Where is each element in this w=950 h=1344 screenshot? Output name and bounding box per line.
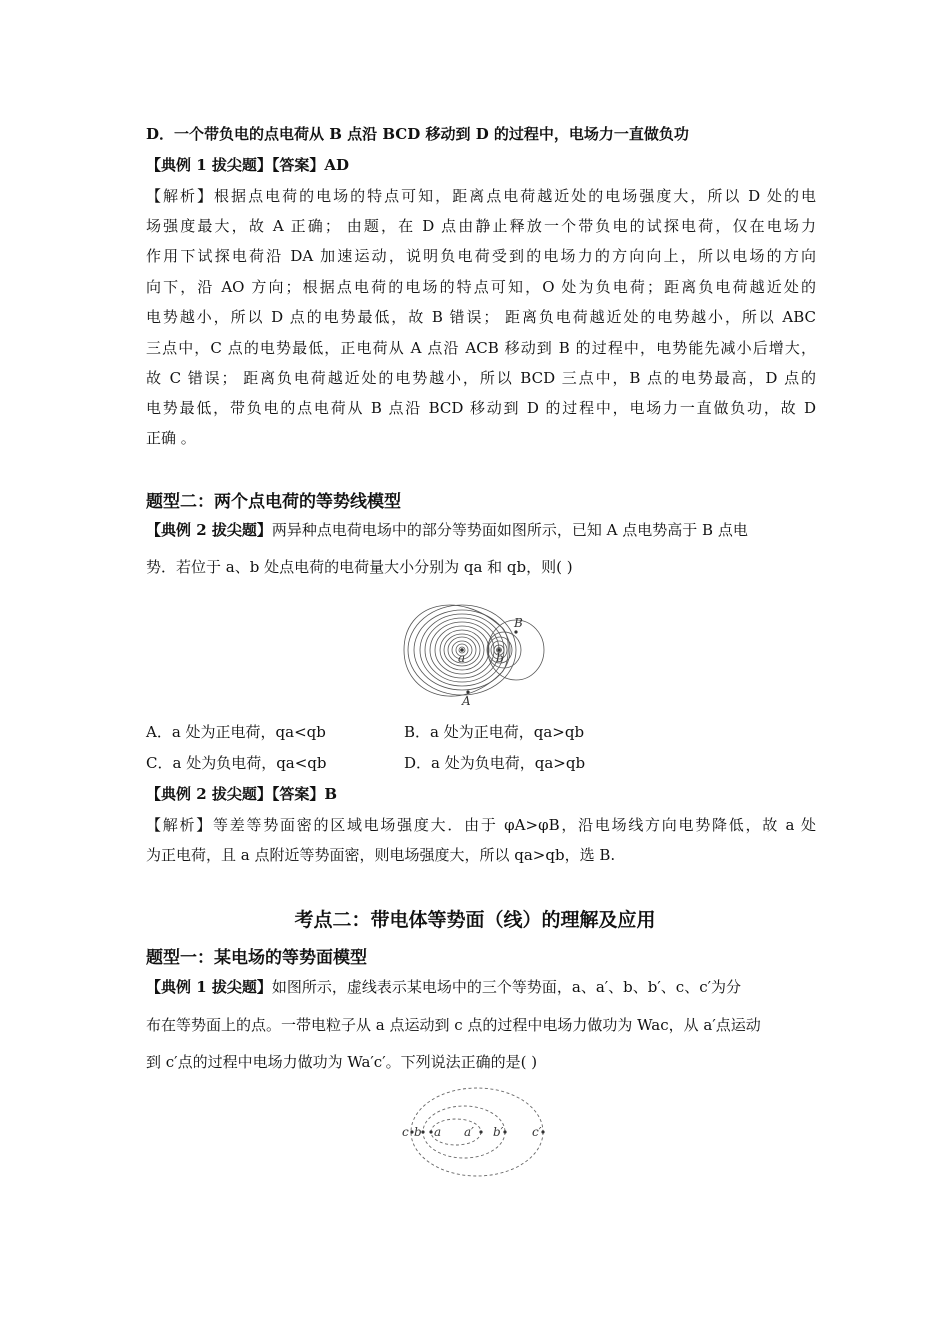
ex2-answer: [146, 784, 816, 804]
ex2-option-c: C．a 处为负电荷，qa<qb: [146, 754, 327, 772]
ex3-question-text: 如图所示，虚线表示某电场中的三个等势面，a、a′、b、b′、c、c′为分: [271, 978, 742, 996]
equipotential-figure-three-surfaces: [398, 1085, 553, 1180]
fig1-label-A: A: [462, 694, 471, 708]
fig2-label-b-prime: b′: [493, 1125, 504, 1139]
analysis-line: 向下，沿 AO 方向；根据点电荷的电场的特点可知，O 处为负电荷；距离负电荷越近处的: [146, 278, 816, 296]
fig1-label-a: a: [458, 651, 466, 665]
equipotential-figure-two-charges: [400, 596, 550, 708]
section-type1-title: 题型一：某电场的等势面模型: [146, 948, 367, 968]
ex3-question-line1: [146, 977, 816, 997]
ex2-question-text: 两异种点电荷电场中的部分等势面如图所示，已知 A 点电势高于 B 点电: [271, 521, 748, 539]
analysis-line: 场强度最大，故 A 正确； 由题，在 D 点由静止释放一个带负电的试探电荷，仅在电场力: [146, 217, 816, 235]
q1-option-d: D．一个带负电的点电荷从 B 点沿 BCD 移动到 D 的过程中，电场力一直做负功: [146, 125, 689, 143]
analysis-line: 【解析】根据点电荷的电场的特点可知，距离点电荷越近处的电场强度大，所以 D 处的电: [146, 187, 816, 205]
ex3-question-tag: 【典例 1 拔尖题】: [146, 978, 272, 996]
ex1-answer: [146, 155, 816, 175]
analysis-line: 故 C 错误； 距离负电荷越近处的电势越小，所以 BCD 三点中，B 点的电势最高，D 点的: [146, 369, 816, 387]
analysis-line: 电势最低，带负电的点电荷从 B 点沿 BCD 移动到 D 的过程中，电场力一直做负功，故 D: [146, 399, 816, 417]
ex1-answer-tag: 【典例 1 拔尖题】【答案】: [146, 156, 325, 174]
ex2-option-b: B．a 处为正电荷，qa>qb: [404, 723, 585, 741]
ex3-question-line3: 到 c′点的过程中电场力做功为 Wa′c′。下列说法正确的是( ): [146, 1053, 538, 1071]
analysis-line: 作用下试探电荷沿 DA 加速运动，说明负电荷受到的电场力的方向向上，所以电场的方向: [146, 247, 816, 265]
ex2-question-tag: 【典例 2 拔尖题】: [146, 521, 272, 539]
fig1-label-B: B: [514, 616, 523, 630]
section-type2-title: 题型二：两个点电荷的等势线模型: [146, 492, 401, 512]
option-d-text: [146, 124, 816, 144]
fig2-label-a-prime: a′: [464, 1125, 474, 1139]
fig2-label-b: b: [414, 1125, 422, 1139]
analysis-line: 正确 。: [146, 429, 196, 447]
ex3-question-line2: 布在等势面上的点。一带电粒子从 a 点运动到 c 点的过程中电场力做功为 Wac，从 a′点运动: [146, 1016, 761, 1034]
section-kaodian2-title: 考点二：带电体等势面（线）的理解及应用: [294, 909, 656, 931]
ex2-question-line1: [146, 520, 816, 540]
fig1-label-b: b: [496, 651, 504, 665]
fig2-label-c: c: [402, 1125, 409, 1139]
ex2-option-a: A．a 处为正电荷，qa<qb: [146, 723, 326, 741]
ex2-answer-tag: 【典例 2 拔尖题】【答案】: [146, 785, 325, 803]
ex2-analysis-line: 【解析】等差等势面密的区域电场强度大．由于 φA>φB，沿电场线方向电势降低，故 a 处: [146, 816, 816, 834]
fig2-label-c-prime: c′: [532, 1125, 542, 1139]
ex2-answer-value: B: [324, 785, 338, 803]
ex2-analysis-line: 为正电荷，且 a 点附近等势面密，则电场强度大，所以 qa>qb，选 B.: [146, 846, 616, 864]
analysis-line: 电势越小，所以 D 点的电势最低，故 B 错误； 距离负电荷越近处的电势越小，所以 ABC: [146, 308, 816, 326]
ex1-answer-value: AD: [324, 156, 350, 174]
analysis-line: 三点中，C 点的电势最低，正电荷从 A 点沿 ACB 移动到 B 的过程中，电势能先减小后增大，: [146, 339, 816, 357]
ex2-option-d: D．a 处为负电荷，qa>qb: [404, 754, 586, 772]
ex2-question-line2: 势．若位于 a、b 处点电荷的电荷量大小分别为 qa 和 qb，则( ): [146, 558, 573, 576]
fig2-label-a: a: [434, 1125, 442, 1139]
